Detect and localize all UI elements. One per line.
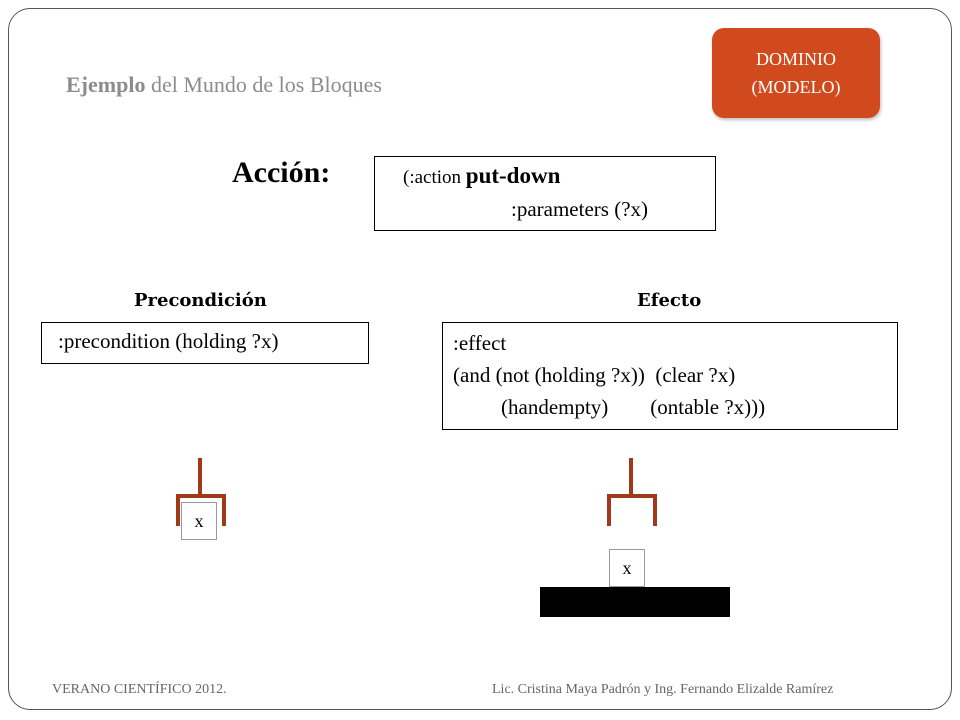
badge-line-1: DOMINIO bbox=[756, 49, 836, 69]
action-box bbox=[374, 156, 716, 231]
gripper-stem bbox=[198, 458, 202, 498]
effect-line-2: (and (not (holding ?x)) (clear ?x) bbox=[453, 363, 736, 387]
table-surface bbox=[540, 587, 730, 617]
effect-heading: Efecto bbox=[637, 290, 702, 311]
gripper-bar bbox=[176, 494, 226, 498]
effect-line-3: (handempty) (ontable ?x))) bbox=[501, 395, 766, 419]
gripper-left-finger bbox=[607, 494, 611, 526]
footer-left: VERANO CIENTÍFICO 2012. bbox=[52, 682, 227, 697]
effect-line-1: :effect bbox=[453, 331, 507, 355]
gripper-right-finger bbox=[653, 494, 657, 526]
action-line-1 bbox=[403, 163, 560, 189]
footer-right: Lic. Cristina Maya Padrón y Ing. Fernando Elizalde Ramírez bbox=[492, 682, 834, 697]
badge-line-2: (MODELO) bbox=[751, 77, 841, 97]
action-parameters: :parameters (?x) bbox=[511, 197, 649, 221]
effect-box bbox=[442, 322, 898, 430]
block-x-on-table: x bbox=[609, 549, 645, 587]
domain-badge bbox=[712, 28, 880, 118]
gripper-left-finger bbox=[176, 494, 180, 526]
action-label: Acción: bbox=[232, 156, 331, 189]
subtitle-bold: Ejemplo bbox=[66, 72, 146, 97]
action-name: put-down bbox=[465, 163, 561, 188]
gripper-bar bbox=[607, 494, 657, 498]
block-x-held: x bbox=[181, 502, 217, 540]
gripper-stem bbox=[629, 458, 633, 498]
action-prefix: (:action bbox=[403, 167, 466, 188]
precondition-heading: Precondición bbox=[134, 290, 267, 311]
slide-subtitle bbox=[66, 72, 382, 98]
gripper-right-finger bbox=[222, 494, 226, 526]
precondition-box: :precondition (holding ?x) bbox=[41, 322, 369, 364]
subtitle-rest: del Mundo de los Bloques bbox=[145, 72, 382, 97]
